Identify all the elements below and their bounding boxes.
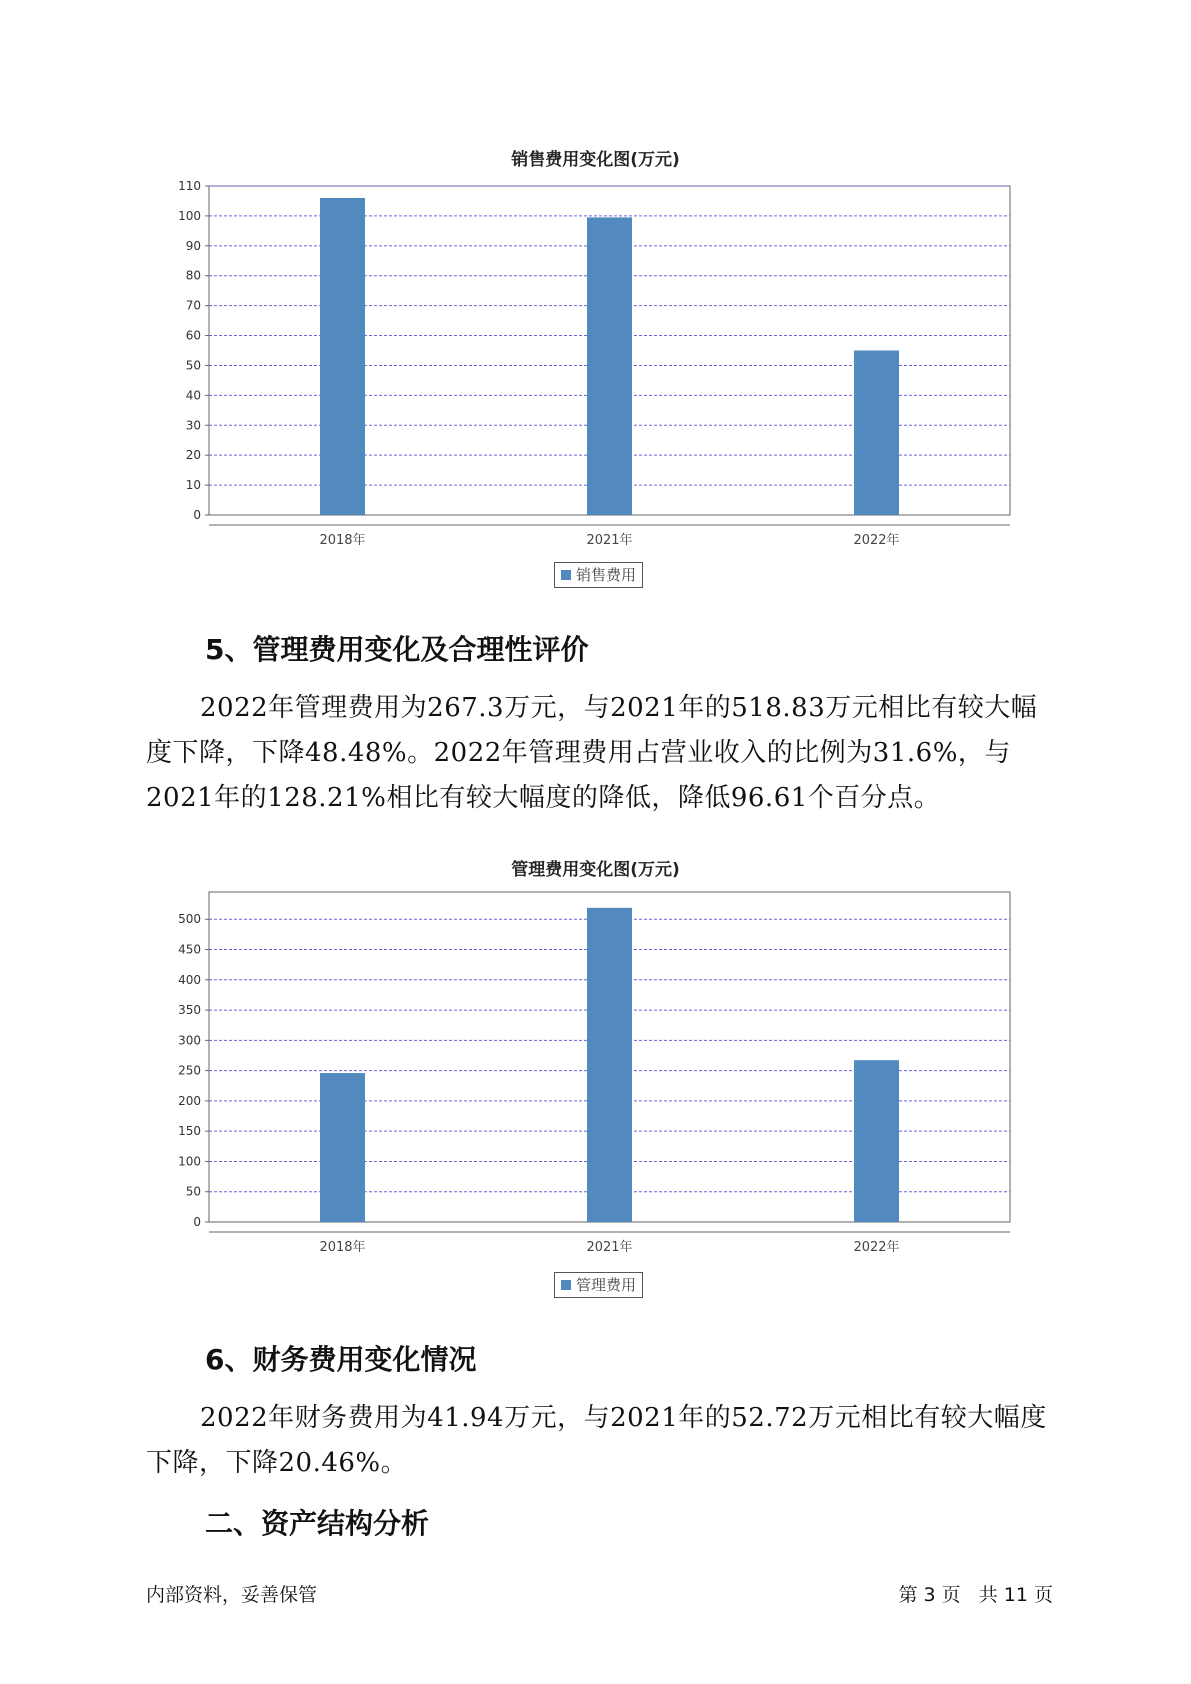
bar <box>587 908 632 1222</box>
sales-expense-chart <box>0 0 1191 600</box>
legend-swatch <box>561 570 571 580</box>
bar <box>854 351 899 516</box>
y-tick-label: 10 <box>185 478 201 493</box>
y-tick-label: 110 <box>178 179 201 193</box>
x-tick-label: 2022年 <box>853 1240 900 1255</box>
y-tick-label: 50 <box>185 358 201 373</box>
y-tick-label: 70 <box>185 298 201 313</box>
y-tick-label: 250 <box>178 1063 201 1078</box>
y-tick-label: 350 <box>178 1003 201 1018</box>
x-tick-label: 2021年 <box>586 533 633 548</box>
y-tick-label: 450 <box>178 942 201 957</box>
y-tick-label: 20 <box>185 448 201 463</box>
y-tick-label: 500 <box>178 912 201 927</box>
footer-page-number: 第 3 页 共 11 页 <box>898 1584 1053 1606</box>
y-tick-label: 90 <box>185 238 201 253</box>
section5-paragraph: 2022年管理费用为267.3万元，与2021年的518.83万元相比有较大幅度下降，下降48.48%。2022年管理费用占营业收入的比例为31.6%，与2021年的128.21%相比有较大幅度的降低，降低96.61个百分点。 <box>146 693 1038 813</box>
y-tick-label: 100 <box>178 208 201 223</box>
chart2-legend <box>554 1272 643 1298</box>
x-tick-label: 2018年 <box>319 533 366 548</box>
y-tick-label: 100 <box>178 1154 201 1169</box>
y-tick-label: 0 <box>193 1215 201 1229</box>
chart1-legend-label: 销售费用 <box>576 566 637 584</box>
bar <box>587 217 632 515</box>
admin-expense-chart <box>0 880 1191 1310</box>
x-tick-label: 2021年 <box>586 1240 633 1255</box>
chart1-title: 销售费用变化图(万元) <box>511 150 680 170</box>
chart1-legend <box>554 562 643 588</box>
section-two-heading: 二、资产结构分析 <box>205 1507 430 1540</box>
legend-swatch <box>561 1280 571 1290</box>
section6-paragraph: 2022年财务费用为41.94万元，与2021年的52.72万元相比有较大幅度下降，下降20.46%。 <box>146 1403 1047 1478</box>
chart2-title: 管理费用变化图(万元) <box>511 860 680 880</box>
y-tick-label: 400 <box>178 972 201 987</box>
section6-heading: 6、财务费用变化情况 <box>205 1343 477 1376</box>
section5-heading: 5、管理费用变化及合理性评价 <box>205 633 589 666</box>
bar <box>854 1060 899 1222</box>
y-tick-label: 50 <box>185 1184 201 1199</box>
bar <box>320 198 365 515</box>
y-tick-label: 150 <box>178 1124 201 1139</box>
y-tick-label: 0 <box>193 508 201 522</box>
y-tick-label: 30 <box>185 418 201 433</box>
y-tick-label: 80 <box>185 268 201 283</box>
y-tick-label: 40 <box>185 388 201 403</box>
bar <box>320 1073 365 1222</box>
y-tick-label: 300 <box>178 1033 201 1048</box>
chart2-legend-label: 管理费用 <box>576 1276 637 1294</box>
x-tick-label: 2018年 <box>319 1240 366 1255</box>
y-tick-label: 200 <box>178 1093 201 1108</box>
y-tick-label: 60 <box>185 328 201 343</box>
footer-confidential: 内部资料，妥善保管 <box>146 1584 318 1606</box>
x-tick-label: 2022年 <box>853 533 900 548</box>
